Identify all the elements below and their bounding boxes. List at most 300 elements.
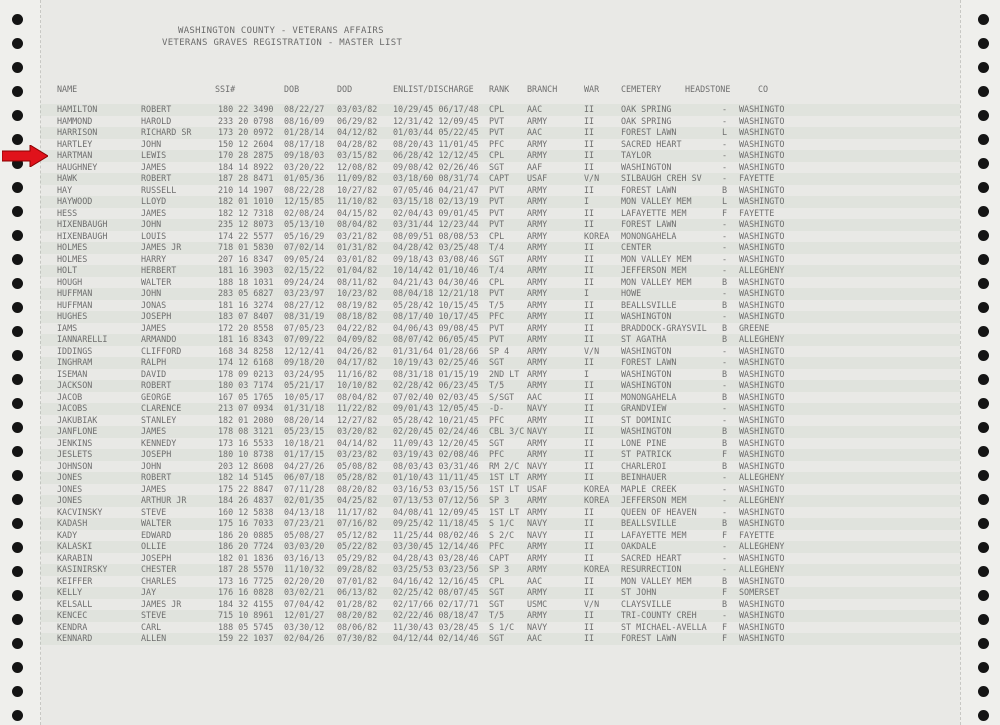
table-cell: NAVY bbox=[527, 403, 548, 413]
table-cell: 11/09/82 bbox=[337, 173, 378, 183]
table-cell: KADY bbox=[57, 529, 78, 540]
table-cell: 03/03/82 bbox=[337, 104, 378, 114]
table-cell: 175 16 7033 bbox=[218, 518, 274, 528]
table-cell: 04/28/42 03/25/48 bbox=[393, 242, 479, 252]
table-cell: 09/18/03 bbox=[284, 150, 325, 160]
table-cell: QUEEN OF HEAVEN bbox=[621, 506, 697, 517]
tractor-hole bbox=[978, 158, 989, 169]
table-cell: ARMY bbox=[527, 414, 548, 425]
table-cell: 150 12 2604 bbox=[218, 138, 274, 149]
table-cell: JAY bbox=[141, 587, 157, 597]
table-cell: JOHNSON bbox=[57, 460, 93, 471]
table-cell: ALLEGHENY bbox=[739, 541, 785, 551]
table-cell: 05/22/82 bbox=[337, 541, 378, 551]
table-cell: WASHINGTON bbox=[621, 368, 672, 379]
table-cell: WASHINGTO bbox=[739, 426, 785, 436]
table-cell: WASHINGTO bbox=[739, 161, 785, 172]
table-cell: WASHINGTO bbox=[739, 633, 785, 643]
table-cell: - bbox=[722, 552, 728, 563]
table-cell: WASHINGTO bbox=[739, 357, 785, 367]
table-cell: 03/03/20 bbox=[284, 541, 325, 551]
table-cell: 07/23/21 bbox=[284, 518, 325, 528]
table-cell: SGT bbox=[489, 437, 505, 448]
tractor-hole bbox=[978, 62, 989, 73]
tractor-hole bbox=[978, 230, 989, 241]
table-cell: 03/31/44 12/23/44 bbox=[393, 219, 479, 229]
table-cell: FOREST LAWN bbox=[621, 357, 677, 367]
table-cell: 08/16/09 bbox=[284, 115, 325, 126]
table-cell: LAFAYETTE MEM bbox=[621, 207, 687, 218]
table-cell: HOLMES bbox=[57, 242, 88, 252]
table-cell: PVT bbox=[489, 322, 505, 333]
table-cell: 08/03/43 03/31/46 bbox=[393, 460, 479, 471]
table-cell: MONONGAHELA bbox=[621, 391, 677, 402]
table-cell: WASHINGTON bbox=[621, 311, 672, 321]
table-cell: 09/08/42 02/26/46 bbox=[393, 161, 479, 172]
table-cell: ARMY bbox=[527, 495, 548, 505]
table-cell: - bbox=[722, 253, 728, 264]
table-cell: II bbox=[584, 127, 595, 137]
table-cell: 05/28/82 bbox=[337, 472, 378, 482]
table-cell: - bbox=[722, 138, 728, 149]
table-cell: MONONGAHELA bbox=[621, 230, 677, 241]
table-cell: JONES bbox=[57, 472, 83, 482]
table-cell: JANFLONE bbox=[57, 426, 98, 436]
table-cell: KACVINSKY bbox=[57, 506, 103, 517]
table-cell: II bbox=[584, 529, 595, 540]
table-cell: ARMY bbox=[527, 506, 548, 517]
column-county bbox=[739, 104, 784, 645]
table-cell: F bbox=[722, 529, 728, 540]
tractor-hole bbox=[12, 710, 23, 721]
column-ssn bbox=[218, 104, 273, 645]
table-cell: 08/22/27 bbox=[284, 104, 325, 114]
table-cell: JAMES bbox=[141, 207, 167, 218]
table-cell: MAPLE CREEK bbox=[621, 483, 677, 494]
tractor-hole bbox=[978, 14, 989, 25]
table-cell: WASHINGTON bbox=[621, 161, 672, 172]
table-cell: 08/20/43 11/01/45 bbox=[393, 138, 479, 149]
table-cell: USAF bbox=[527, 173, 548, 183]
table-cell: 06/13/82 bbox=[337, 587, 378, 597]
tractor-hole bbox=[12, 38, 23, 49]
table-cell: JAKUBIAK bbox=[57, 414, 98, 425]
table-cell: - bbox=[722, 472, 728, 482]
table-cell: IANNARELLI bbox=[57, 334, 108, 344]
table-cell: 09/25/42 11/18/45 bbox=[393, 518, 479, 528]
tractor-hole bbox=[978, 326, 989, 337]
table-cell: JONES bbox=[57, 495, 83, 505]
table-cell: ARMY bbox=[527, 138, 548, 149]
table-cell: CLAYSVILLE bbox=[621, 598, 672, 609]
table-cell: GREENE bbox=[739, 322, 770, 333]
table-cell: SP 3 bbox=[489, 495, 510, 505]
table-cell: 03/15/18 02/13/19 bbox=[393, 196, 479, 206]
table-cell: OAK SPRING bbox=[621, 104, 672, 114]
tractor-hole bbox=[12, 446, 23, 457]
table-cell: CLARENCE bbox=[141, 403, 182, 413]
tractor-hole bbox=[978, 134, 989, 145]
table-cell: CPL bbox=[489, 104, 505, 114]
table-cell: CPL bbox=[489, 230, 505, 241]
table-cell: 183 07 8407 bbox=[218, 311, 274, 321]
table-cell: 04/14/82 bbox=[337, 437, 378, 448]
table-cell: 08/06/82 bbox=[337, 621, 378, 632]
table-cell: WASHINGTO bbox=[739, 127, 785, 137]
table-cell: SACRED HEART bbox=[621, 138, 682, 149]
column-header: WAR bbox=[584, 84, 600, 94]
table-cell: TRI-COUNTY CREH bbox=[621, 610, 697, 620]
table-cell: IDDINGS bbox=[57, 345, 93, 356]
table-cell: 10/23/82 bbox=[337, 288, 378, 298]
table-cell: 180 22 3490 bbox=[218, 104, 274, 114]
table-cell: WALTER bbox=[141, 276, 172, 287]
table-cell: - bbox=[722, 414, 728, 425]
table-cell: II bbox=[584, 426, 595, 436]
table-cell: WASHINGTO bbox=[739, 575, 785, 586]
table-cell: WASHINGTO bbox=[739, 552, 785, 563]
table-cell: 02/17/66 02/17/71 bbox=[393, 598, 479, 609]
table-cell: 203 12 8608 bbox=[218, 460, 274, 471]
table-cell: 02/25/42 08/07/45 bbox=[393, 587, 479, 597]
table-cell: AAC bbox=[527, 633, 543, 643]
table-cell: S 2/C bbox=[489, 529, 515, 540]
table-cell: II bbox=[584, 449, 595, 459]
table-cell: 160 12 5838 bbox=[218, 506, 274, 517]
table-cell: 08/20/82 bbox=[337, 610, 378, 620]
table-cell: DAVID bbox=[141, 368, 167, 379]
table-cell: ARMY bbox=[527, 472, 548, 482]
table-cell: 184 32 4155 bbox=[218, 598, 274, 609]
table-cell: ARMY bbox=[527, 587, 548, 597]
tractor-hole bbox=[978, 518, 989, 529]
table-cell: I bbox=[584, 288, 590, 298]
tractor-hole bbox=[978, 278, 989, 289]
table-cell: AAC bbox=[527, 104, 543, 114]
table-cell: JAMES bbox=[141, 483, 167, 494]
table-cell: WASHINGTO bbox=[739, 138, 785, 149]
table-cell: 04/17/82 bbox=[337, 357, 378, 367]
table-cell: II bbox=[584, 460, 595, 471]
table-cell: F bbox=[722, 449, 728, 459]
table-cell: II bbox=[584, 506, 595, 517]
table-cell: SGT bbox=[489, 161, 505, 172]
table-cell: ARMY bbox=[527, 242, 548, 252]
table-cell: - bbox=[722, 357, 728, 367]
table-cell: S/SGT bbox=[489, 391, 515, 402]
table-cell: II bbox=[584, 207, 595, 218]
table-cell: AAC bbox=[527, 127, 543, 137]
table-cell: II bbox=[584, 115, 595, 126]
table-cell: 233 20 0798 bbox=[218, 115, 274, 126]
column-header: BRANCH bbox=[527, 84, 558, 94]
table-cell: ARMY bbox=[527, 207, 548, 218]
table-cell: MON VALLEY MEM bbox=[621, 276, 692, 287]
tractor-hole bbox=[12, 542, 23, 553]
tractor-hole bbox=[978, 614, 989, 625]
table-cell: LLOYD bbox=[141, 196, 167, 206]
table-cell: 05/28/42 10/15/45 bbox=[393, 299, 479, 310]
table-cell: 10/10/82 bbox=[337, 380, 378, 390]
table-cell: HERBERT bbox=[141, 265, 177, 275]
table-cell: V/N bbox=[584, 598, 600, 609]
table-cell: HIXENBAUGH bbox=[57, 230, 108, 241]
tractor-hole bbox=[12, 254, 23, 265]
tractor-hole bbox=[12, 230, 23, 241]
tractor-hole bbox=[978, 446, 989, 457]
table-cell: II bbox=[584, 334, 595, 344]
table-cell: 08/27/12 bbox=[284, 299, 325, 310]
table-cell: WASHINGTO bbox=[739, 621, 785, 632]
table-cell: F bbox=[722, 207, 728, 218]
tractor-hole bbox=[12, 182, 23, 193]
table-cell: - bbox=[722, 104, 728, 114]
table-cell: B bbox=[722, 334, 728, 344]
table-cell: II bbox=[584, 265, 595, 275]
table-cell: STANLEY bbox=[141, 414, 177, 425]
table-cell: 08/04/82 bbox=[337, 391, 378, 402]
table-cell: PVT bbox=[489, 196, 505, 206]
table-cell: RESURRECTION bbox=[621, 564, 682, 574]
table-cell: II bbox=[584, 138, 595, 149]
table-cell: 12/27/82 bbox=[337, 414, 378, 425]
table-cell: FOREST LAWN bbox=[621, 219, 677, 229]
table-cell: T/4 bbox=[489, 242, 505, 252]
table-cell: PVT bbox=[489, 127, 505, 137]
table-cell: WASHINGTO bbox=[739, 196, 785, 206]
table-cell: HIXENBAUGH bbox=[57, 219, 108, 229]
table-cell: WALTER bbox=[141, 518, 172, 528]
table-cell: CBL 3/C bbox=[489, 426, 525, 436]
table-cell: CPL bbox=[489, 575, 505, 586]
table-cell: - bbox=[722, 564, 728, 574]
table-cell: ROBERT bbox=[141, 472, 172, 482]
tractor-hole bbox=[978, 254, 989, 265]
tractor-hole bbox=[978, 86, 989, 97]
table-cell: NAVY bbox=[527, 518, 548, 528]
table-cell: 03/20/82 bbox=[337, 426, 378, 436]
table-cell: JEFFERSON MEM bbox=[621, 495, 687, 505]
table-cell: JAMES bbox=[141, 426, 167, 436]
table-cell: 718 01 5830 bbox=[218, 242, 274, 252]
table-cell: II bbox=[584, 276, 595, 287]
table-cell: 03/21/82 bbox=[337, 230, 378, 241]
table-cell: II bbox=[584, 150, 595, 160]
table-cell: BRADDOCK-GRAYSVIL bbox=[621, 322, 707, 333]
tractor-hole bbox=[978, 542, 989, 553]
table-cell: LEWIS bbox=[141, 150, 167, 160]
table-cell: 02/08/24 bbox=[284, 207, 325, 218]
table-cell: II bbox=[584, 541, 595, 551]
table-cell: WASHINGTO bbox=[739, 276, 785, 287]
table-cell: ROBERT bbox=[141, 104, 172, 114]
table-cell: II bbox=[584, 104, 595, 114]
table-cell: WASHINGTO bbox=[739, 437, 785, 448]
tractor-hole bbox=[978, 638, 989, 649]
table-cell: B bbox=[722, 598, 728, 609]
table-cell: FAYETTE bbox=[739, 173, 775, 183]
tractor-hole bbox=[978, 590, 989, 601]
table-cell: 03/30/45 12/14/46 bbox=[393, 541, 479, 551]
table-cell: ARMY bbox=[527, 311, 548, 321]
table-cell: KENDRA bbox=[57, 621, 88, 632]
table-cell: NAVY bbox=[527, 426, 548, 436]
report-subtitle: VETERANS GRAVES REGISTRATION - MASTER LIST bbox=[162, 38, 403, 48]
table-cell: II bbox=[584, 219, 595, 229]
table-cell: WASHINGTO bbox=[739, 288, 785, 298]
table-cell: OLLIE bbox=[141, 541, 167, 551]
table-cell: INGHRAM bbox=[57, 357, 93, 367]
table-cell: 06/29/82 bbox=[337, 115, 378, 126]
table-cell: 02/04/26 bbox=[284, 633, 325, 643]
tractor-hole bbox=[12, 662, 23, 673]
table-cell: 05/21/17 bbox=[284, 380, 325, 390]
table-cell: - bbox=[722, 610, 728, 620]
table-cell: 03/15/82 bbox=[337, 150, 378, 160]
table-cell: 03/01/82 bbox=[337, 253, 378, 264]
table-cell: ALLEGHENY bbox=[739, 495, 785, 505]
table-cell: TAYLOR bbox=[621, 150, 652, 160]
table-cell: CLIFFORD bbox=[141, 345, 182, 356]
table-cell: BEALLSVILLE bbox=[621, 518, 677, 528]
table-cell: ST AGATHA bbox=[621, 334, 667, 344]
table-cell: JOSEPH bbox=[141, 552, 172, 563]
table-cell: OAKDALE bbox=[621, 541, 657, 551]
table-cell: WASHINGTO bbox=[739, 230, 785, 241]
table-cell: 173 16 5533 bbox=[218, 437, 274, 448]
table-cell: HOUGH bbox=[57, 276, 83, 287]
table-cell: ARMY bbox=[527, 253, 548, 264]
table-cell: WASHINGTO bbox=[739, 104, 785, 114]
table-cell: - bbox=[722, 495, 728, 505]
table-cell: 715 10 8961 bbox=[218, 610, 274, 620]
tractor-hole bbox=[978, 566, 989, 577]
table-cell: T/5 bbox=[489, 380, 505, 390]
tractor-hole bbox=[12, 62, 23, 73]
table-cell: WASHINGTO bbox=[739, 219, 785, 229]
column-first-name bbox=[141, 104, 191, 645]
table-cell: WASHINGTO bbox=[739, 518, 785, 528]
column-cemetery bbox=[621, 104, 707, 645]
table-cell: FOREST LAWN bbox=[621, 127, 677, 137]
table-cell: 03/23/82 bbox=[337, 449, 378, 459]
table-cell: PVT bbox=[489, 288, 505, 298]
table-cell: 02/04/43 09/01/45 bbox=[393, 207, 479, 218]
table-cell: 08/09/51 08/08/53 bbox=[393, 230, 479, 241]
table-cell: USAF bbox=[527, 483, 548, 494]
table-cell: II bbox=[584, 472, 595, 482]
red-arrow-icon bbox=[2, 145, 48, 167]
tractor-hole bbox=[978, 350, 989, 361]
table-cell: 159 22 1037 bbox=[218, 633, 274, 643]
tractor-hole bbox=[12, 686, 23, 697]
table-cell: SGT bbox=[489, 598, 505, 609]
tractor-hole bbox=[978, 710, 989, 721]
table-cell: ALLEGHENY bbox=[739, 472, 785, 482]
table-cell: 07/02/14 bbox=[284, 242, 325, 252]
column-header: DOD bbox=[337, 84, 353, 94]
table-cell: 174 22 5577 bbox=[218, 230, 274, 241]
tractor-hole bbox=[12, 638, 23, 649]
table-cell: ARMY bbox=[527, 115, 548, 126]
table-cell: HARRY bbox=[141, 253, 167, 264]
table-cell: ST PATRICK bbox=[621, 449, 672, 459]
table-cell: 182 01 2080 bbox=[218, 414, 274, 425]
table-cell: 03/18/60 08/31/74 bbox=[393, 173, 479, 183]
table-cell: 07/11/28 bbox=[284, 483, 325, 494]
tractor-hole bbox=[12, 518, 23, 529]
table-cell: - bbox=[722, 161, 728, 172]
table-cell: 09/18/20 bbox=[284, 357, 325, 367]
table-cell: II bbox=[584, 242, 595, 252]
table-cell: II bbox=[584, 253, 595, 264]
column-dob bbox=[284, 104, 324, 645]
table-cell: OAK SPRING bbox=[621, 115, 672, 126]
table-cell: ARMY bbox=[527, 449, 548, 459]
tractor-hole bbox=[978, 470, 989, 481]
table-cell: II bbox=[584, 184, 595, 195]
table-cell: JOHN bbox=[141, 219, 162, 229]
table-cell: 04/22/82 bbox=[337, 322, 378, 333]
table-cell: LOUIS bbox=[141, 230, 167, 241]
table-cell: II bbox=[584, 403, 595, 413]
table-cell: 10/18/21 bbox=[284, 437, 325, 448]
table-cell: 07/04/42 bbox=[284, 598, 325, 609]
table-cell: ARMY bbox=[527, 564, 548, 574]
table-cell: KENNEDY bbox=[141, 437, 177, 448]
table-cell: 11/17/82 bbox=[337, 506, 378, 517]
table-cell: JOSEPH bbox=[141, 311, 172, 321]
table-cell: ARMY bbox=[527, 380, 548, 390]
table-cell: 182 01 1010 bbox=[218, 196, 274, 206]
table-cell: CARL bbox=[141, 621, 162, 632]
tractor-hole bbox=[12, 422, 23, 433]
table-cell: T/5 bbox=[489, 610, 505, 620]
table-cell: 11/10/82 bbox=[337, 196, 378, 206]
table-cell: SGT bbox=[489, 633, 505, 643]
table-cell: PVT bbox=[489, 219, 505, 229]
tractor-hole bbox=[978, 110, 989, 121]
table-cell: JENKINS bbox=[57, 437, 93, 448]
table-cell: 09/24/24 bbox=[284, 276, 325, 287]
table-cell: HAMILTON bbox=[57, 104, 98, 114]
table-cell: ST JOHN bbox=[621, 587, 657, 597]
table-cell: 07/05/23 bbox=[284, 322, 325, 333]
tractor-hole bbox=[12, 14, 23, 25]
table-cell: T/4 bbox=[489, 265, 505, 275]
column-header: NAME bbox=[57, 84, 78, 94]
column-header: CO bbox=[758, 84, 769, 94]
table-cell: AAC bbox=[527, 391, 543, 402]
table-cell: JONAS bbox=[141, 299, 167, 310]
table-cell: 04/25/82 bbox=[337, 495, 378, 505]
table-cell: 181 16 3903 bbox=[218, 265, 274, 275]
table-cell: 05/13/10 bbox=[284, 219, 325, 229]
table-cell: 09/28/82 bbox=[337, 564, 378, 574]
table-cell: HAUGHNEY bbox=[57, 161, 98, 172]
tractor-hole bbox=[12, 470, 23, 481]
table-cell: WASHINGTON bbox=[621, 426, 672, 436]
table-cell: JAMES bbox=[141, 161, 167, 172]
tractor-hole bbox=[12, 614, 23, 625]
column-last-name bbox=[57, 104, 107, 645]
table-cell: B bbox=[722, 518, 728, 528]
table-cell: WASHINGTON bbox=[621, 380, 672, 390]
table-cell: WASHINGTO bbox=[739, 150, 785, 160]
table-cell: JAMES JR bbox=[141, 242, 182, 252]
table-cell: KOREA bbox=[584, 495, 610, 505]
table-cell: B bbox=[722, 299, 728, 310]
